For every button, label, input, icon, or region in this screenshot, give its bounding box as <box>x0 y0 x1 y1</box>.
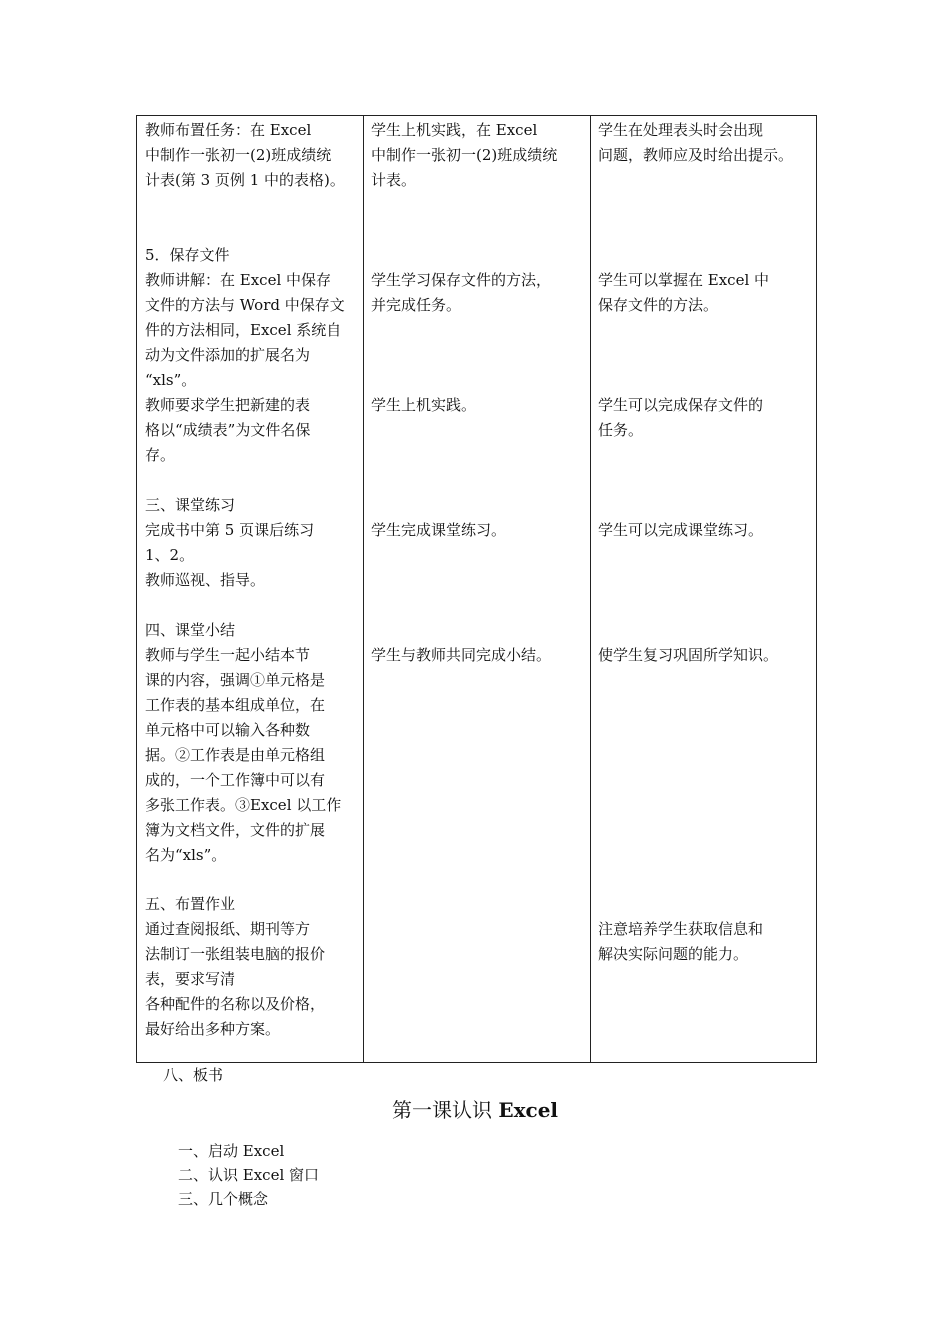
teacher-activity-line: 教师布置任务：在 Excel <box>145 121 312 139</box>
teacher-activity-line: 中制作一张初一(2)班成绩统 <box>145 146 332 164</box>
teacher-activity-line: 件的方法相同，Excel 系统自 <box>145 321 342 339</box>
design-intent-line: 学生可以完成课堂练习。 <box>598 521 764 539</box>
student-activity-line: 并完成任务。 <box>371 296 462 314</box>
teacher-activity-line: 课的内容，强调①单元格是 <box>145 671 326 689</box>
design-intent-line: 注意培养学生获取信息和 <box>598 920 764 938</box>
teacher-activity-line: 文件的方法与 Word 中保存文 <box>145 296 345 314</box>
teacher-activity-line: 成的，一个工作簿中可以有 <box>145 771 326 789</box>
student-activity-line: 学生与教师共同完成小结。 <box>371 646 552 664</box>
teacher-activity-line: 教师讲解：在 Excel 中保存 <box>145 271 332 289</box>
teacher-activity-line: 教师与学生一起小结本节 <box>145 646 311 664</box>
student-activity-line: 学生学习保存文件的方法， <box>371 271 552 289</box>
design-intent-line: 任务。 <box>598 421 644 439</box>
board-title-bold: Excel <box>498 1098 559 1122</box>
design-intent-line: 保存文件的方法。 <box>598 296 719 314</box>
student-activity-line: 学生上机实践，在 Excel <box>371 121 538 139</box>
teacher-activity-line: 5．保存文件 <box>145 246 230 264</box>
teacher-activity-line: 五、布置作业 <box>145 895 236 913</box>
design-intent-line: 学生可以完成保存文件的 <box>598 396 764 414</box>
teacher-activity-line: 据。②工作表是由单元格组 <box>145 746 326 764</box>
teacher-activity-line: 动为文件添加的扩展名为 <box>145 346 311 364</box>
column-divider <box>363 116 364 1062</box>
student-activity-line: 计表。 <box>371 171 417 189</box>
design-intent-line: 学生可以掌握在 Excel 中 <box>598 271 770 289</box>
design-intent-line: 问题，教师应及时给出提示。 <box>598 146 794 164</box>
student-activity-line: 学生上机实践。 <box>371 396 477 414</box>
teacher-activity-line: 四、课堂小结 <box>145 621 236 639</box>
board-item: 二、认识 Excel 窗口 <box>178 1166 320 1184</box>
teacher-activity-line: 教师要求学生把新建的表 <box>145 396 311 414</box>
design-intent-line: 使学生复习巩固所学知识。 <box>598 646 779 664</box>
teacher-activity-line: 三、课堂练习 <box>145 496 236 514</box>
teacher-activity-line: 存。 <box>145 446 176 464</box>
teacher-activity-line: 簿为文档文件，文件的扩展 <box>145 821 326 839</box>
student-activity-line: 学生完成课堂练习。 <box>371 521 507 539</box>
teacher-activity-line: 表，要求写清 <box>145 970 236 988</box>
board-title-prefix: 第一课认识 <box>391 1098 499 1122</box>
teacher-activity-line: 最好给出多种方案。 <box>145 1020 281 1038</box>
teacher-activity-line: 多张工作表。③Excel 以工作 <box>145 796 342 814</box>
design-intent-line: 学生在处理表头时会出现 <box>598 121 764 139</box>
teacher-activity-line: 工作表的基本组成单位，在 <box>145 696 326 714</box>
teacher-activity-line: 1、2。 <box>145 546 195 564</box>
board-item: 三、几个概念 <box>178 1190 269 1208</box>
board-title <box>0 1096 950 1124</box>
design-intent-line: 解决实际问题的能力。 <box>598 945 749 963</box>
teacher-activity-line: 法制订一张组装电脑的报价 <box>145 945 326 963</box>
lesson-plan-table <box>136 115 817 1063</box>
board-heading: 八、板书 <box>163 1066 224 1084</box>
teacher-activity-line: 计表(第 3 页例 1 中的表格)。 <box>145 171 345 189</box>
teacher-activity-line: 通过查阅报纸、期刊等方 <box>145 920 311 938</box>
teacher-activity-line: 教师巡视、指导。 <box>145 571 266 589</box>
column-divider <box>590 116 591 1062</box>
board-item: 一、启动 Excel <box>178 1142 285 1160</box>
teacher-activity-line: “xls”。 <box>145 371 197 389</box>
teacher-activity-line: 完成书中第 5 页课后练习 <box>145 521 315 539</box>
teacher-activity-line: 名为“xls”。 <box>145 846 227 864</box>
teacher-activity-line: 单元格中可以输入各种数 <box>145 721 311 739</box>
student-activity-line: 中制作一张初一(2)班成绩统 <box>371 146 558 164</box>
teacher-activity-line: 格以“成绩表”为文件名保 <box>145 421 311 439</box>
teacher-activity-line: 各种配件的名称以及价格， <box>145 995 326 1013</box>
